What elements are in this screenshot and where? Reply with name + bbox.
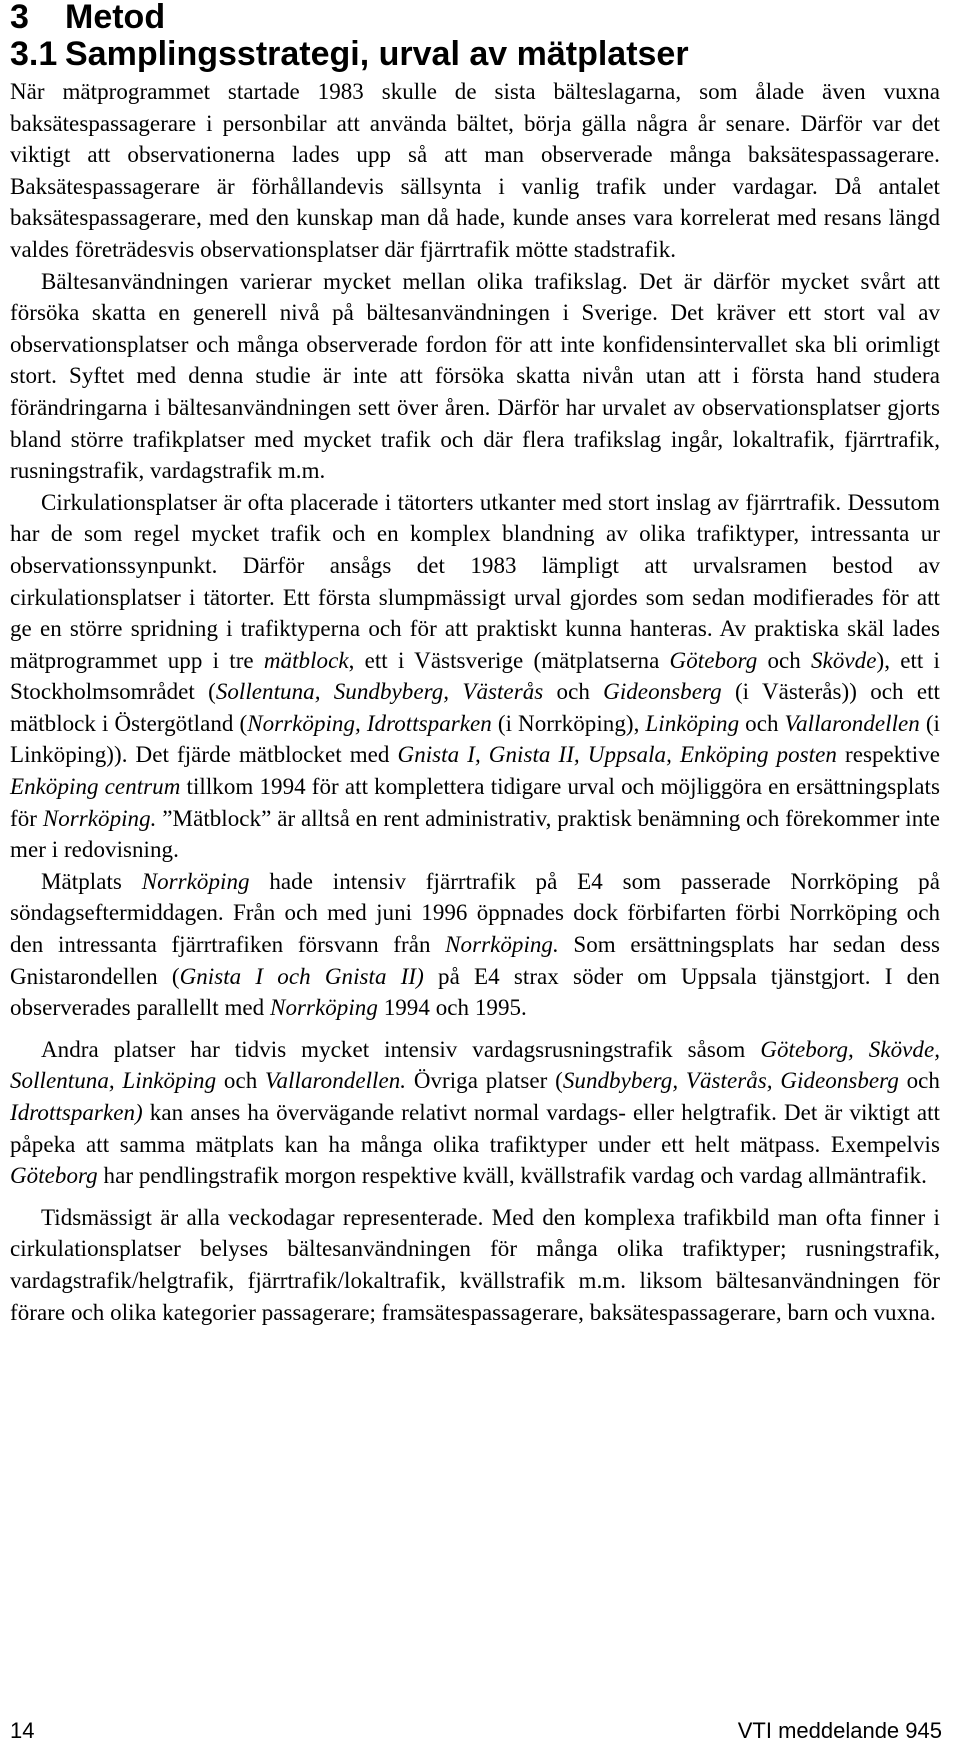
text-run: har pendlingstrafik morgon respektive kväll, kvällstrafik vardag och vardag allmäntrafik. bbox=[97, 1163, 927, 1189]
text-run: (i Västerås)) och ett mätblock i Östergötland ( bbox=[10, 679, 940, 736]
text-run: , ett i Västsverige (mätplatserna bbox=[348, 647, 670, 673]
italic-text-run: Göteborg, Skövde, Sollentuna, Linköping bbox=[10, 1036, 941, 1094]
text-run: kan anses ha övervägande relativt normal vardags- eller helgtrafik. Det är viktigt att påpeka att samma mätplats kan ha många olika trafiktyper under ett helt mätpass. Exempelvis bbox=[10, 1100, 940, 1157]
text-run: Cirkulationsplatser är ofta placerade i tätorters utkanter med stort inslag av fjärrtrafik. Dessutom har de som regel mycket trafik och en komplex blandning av olika trafiktyper, intressanta ur observationssynpunkt. Därför ansågs det 1983 lämpligt att urvalsramen bestod av cirkulationsplatser i tätorter. Ett första slumpmässigt urval gjordes som sedan modifierades för att ge en större spridning i trafiktyperna och för att praktiskt kunna hanteras. Av praktiska skäl lades mätprogrammet upp i tre bbox=[10, 489, 940, 673]
paragraph-5 bbox=[10, 1034, 940, 1192]
text-run: och bbox=[757, 647, 812, 673]
section-heading bbox=[10, 34, 940, 74]
text-run: på E4 strax söder om Uppsala tjänstgjort. I den observerades parallellt med bbox=[10, 963, 940, 1021]
publication-name: VTI meddelande 945 bbox=[737, 1718, 942, 1743]
italic-text-run: Norrköping bbox=[270, 995, 378, 1021]
italic-text-run: Sundbyberg, Västerås, bbox=[562, 1068, 773, 1094]
italic-text-run: Vallarondellen bbox=[784, 710, 920, 736]
text-run: Mätplats bbox=[41, 868, 142, 894]
text-run: 1994 och 1995. bbox=[377, 995, 527, 1021]
italic-text-run: Idrottsparken) bbox=[10, 1100, 143, 1125]
italic-text-run: Göteborg bbox=[669, 647, 758, 673]
italic-text-run: Linköping bbox=[645, 710, 740, 736]
text-run: Andra platser har tidvis mycket intensiv vardagsrusningstrafik såsom bbox=[41, 1036, 761, 1062]
italic-text-run: Gnista I, Gnista II, Uppsala, Enköping posten bbox=[397, 742, 837, 768]
italic-text-run: mätblock bbox=[263, 647, 349, 673]
paragraph-3 bbox=[10, 487, 940, 866]
text-run: och bbox=[543, 679, 604, 705]
page-number: 14 bbox=[10, 1718, 35, 1743]
italic-text-run: Norrköping bbox=[141, 868, 250, 894]
text-run: (i Linköping)). Det fjärde mätblocket med bbox=[10, 710, 940, 768]
italic-text-run: Gideonsberg bbox=[780, 1068, 899, 1094]
italic-text-run: Norrköping. bbox=[445, 932, 559, 958]
text-run: Tidsmässigt är alla veckodagar representerade. Med den komplexa trafikbild man ofta finner i cirkulationsplatser belyses bältesanvändningen för många olika trafiktyper; rusningstrafik, vardagstrafik/helgtrafik, fjärrtrafik/lokaltrafik, kvällstrafik m.m. liksom bältesanvändningen för förare och olika kategorier passagerare; framsätespassagerare, baksätespassagerare, barn och vuxna. bbox=[10, 1204, 940, 1325]
section-number: 3.1 bbox=[10, 35, 58, 73]
chapter-title: Metod bbox=[65, 0, 166, 36]
text-run: (i Norrköping), bbox=[491, 710, 646, 736]
paragraph-2 bbox=[10, 266, 940, 487]
text-run: När mätprogrammet startade 1983 skulle de sista bälteslagarna, som ålade även vuxna baksätespassagerare i personbilar att använda bältet, börja gälla några år senare. Därför var det viktigt att observationerna lades upp så att man observerade många baksätespassagerare. Baksätespassagerare är förhållandevis sällsynta i vanlig trafik under vardagar. Då antalet baksätespassagerare, med den kunskap man då hade, kunde anses vara korrelerat med resans längd valdes företrädesvis observationsplatser där fjärrtrafik mötte stadstrafik. bbox=[10, 79, 940, 262]
chapter-heading bbox=[10, 0, 940, 34]
italic-text-run: Enköping centrum bbox=[10, 774, 181, 800]
text-run: respektive bbox=[836, 742, 940, 768]
italic-text-run: Norrköping, Idrottsparken bbox=[247, 710, 492, 736]
text-run: ), ett i Stockholmsområdet ( bbox=[10, 647, 940, 705]
section-title: Samplingsstrategi, urval av mätplatser bbox=[65, 35, 689, 73]
italic-text-run: Norrköping. bbox=[42, 805, 157, 831]
paragraph-6 bbox=[10, 1202, 940, 1328]
text-run: Som ersättningsplats har sedan dess Gnistarondellen ( bbox=[10, 932, 940, 989]
italic-text-run: Gnista I och Gnista II) bbox=[179, 963, 424, 989]
italic-text-run: Göteborg bbox=[10, 1163, 98, 1189]
text-run: och bbox=[216, 1068, 265, 1094]
text-run: och bbox=[898, 1068, 940, 1094]
text-run: ”Mätblock” är alltså en rent administrativ, praktisk benämning och förekommer inte mer i redovisning. bbox=[10, 805, 940, 863]
italic-text-run: Skövde bbox=[811, 647, 877, 673]
paragraph-1 bbox=[10, 76, 940, 266]
text-run: Bältesanvändningen varierar mycket mellan olika trafikslag. Det är därför mycket svårt att försöka skatta en generell nivå på bältesanvändningen i Sverige. Det kräver ett stort val av observationsplatser och många observerade fordon för att inte konfidensintervallet ska bli orimligt stort. Syftet med denna studie är inte att försöka skatta nivån utan att i första hand studera förändringarna i bältesanvändningen sett över åren. Därför har urvalet av observationsplatser gjorts bland större trafikplatser med mycket trafik och där flera trafikslag ingår, lokaltrafik, fjärrtrafik, rusningstrafik, vardagstrafik m.m. bbox=[10, 268, 940, 484]
text-run: hade intensiv fjärrtrafik på E4 som passerade Norrköping på söndagseftermiddagen. Från och med juni 1996 öppnades dock förbifarten förbi Norrköping och den intressanta fjärrtrafiken försvann från bbox=[10, 868, 940, 958]
italic-text-run: Sollentuna, Sundbyberg, Västerås bbox=[215, 679, 544, 705]
page-footer bbox=[10, 1718, 942, 1744]
paragraph-4 bbox=[10, 866, 940, 1024]
text-run: Övriga platser ( bbox=[406, 1068, 563, 1094]
text-run: tillkom 1994 för att komplettera tidigare urval och möjliggöra en ersättningsplats för bbox=[10, 774, 940, 831]
chapter-number: 3 bbox=[10, 0, 29, 36]
text-run: och bbox=[739, 710, 785, 736]
italic-text-run: Gideonsberg bbox=[603, 679, 722, 705]
italic-text-run: Vallarondellen. bbox=[265, 1068, 407, 1094]
body-text bbox=[10, 76, 940, 1328]
